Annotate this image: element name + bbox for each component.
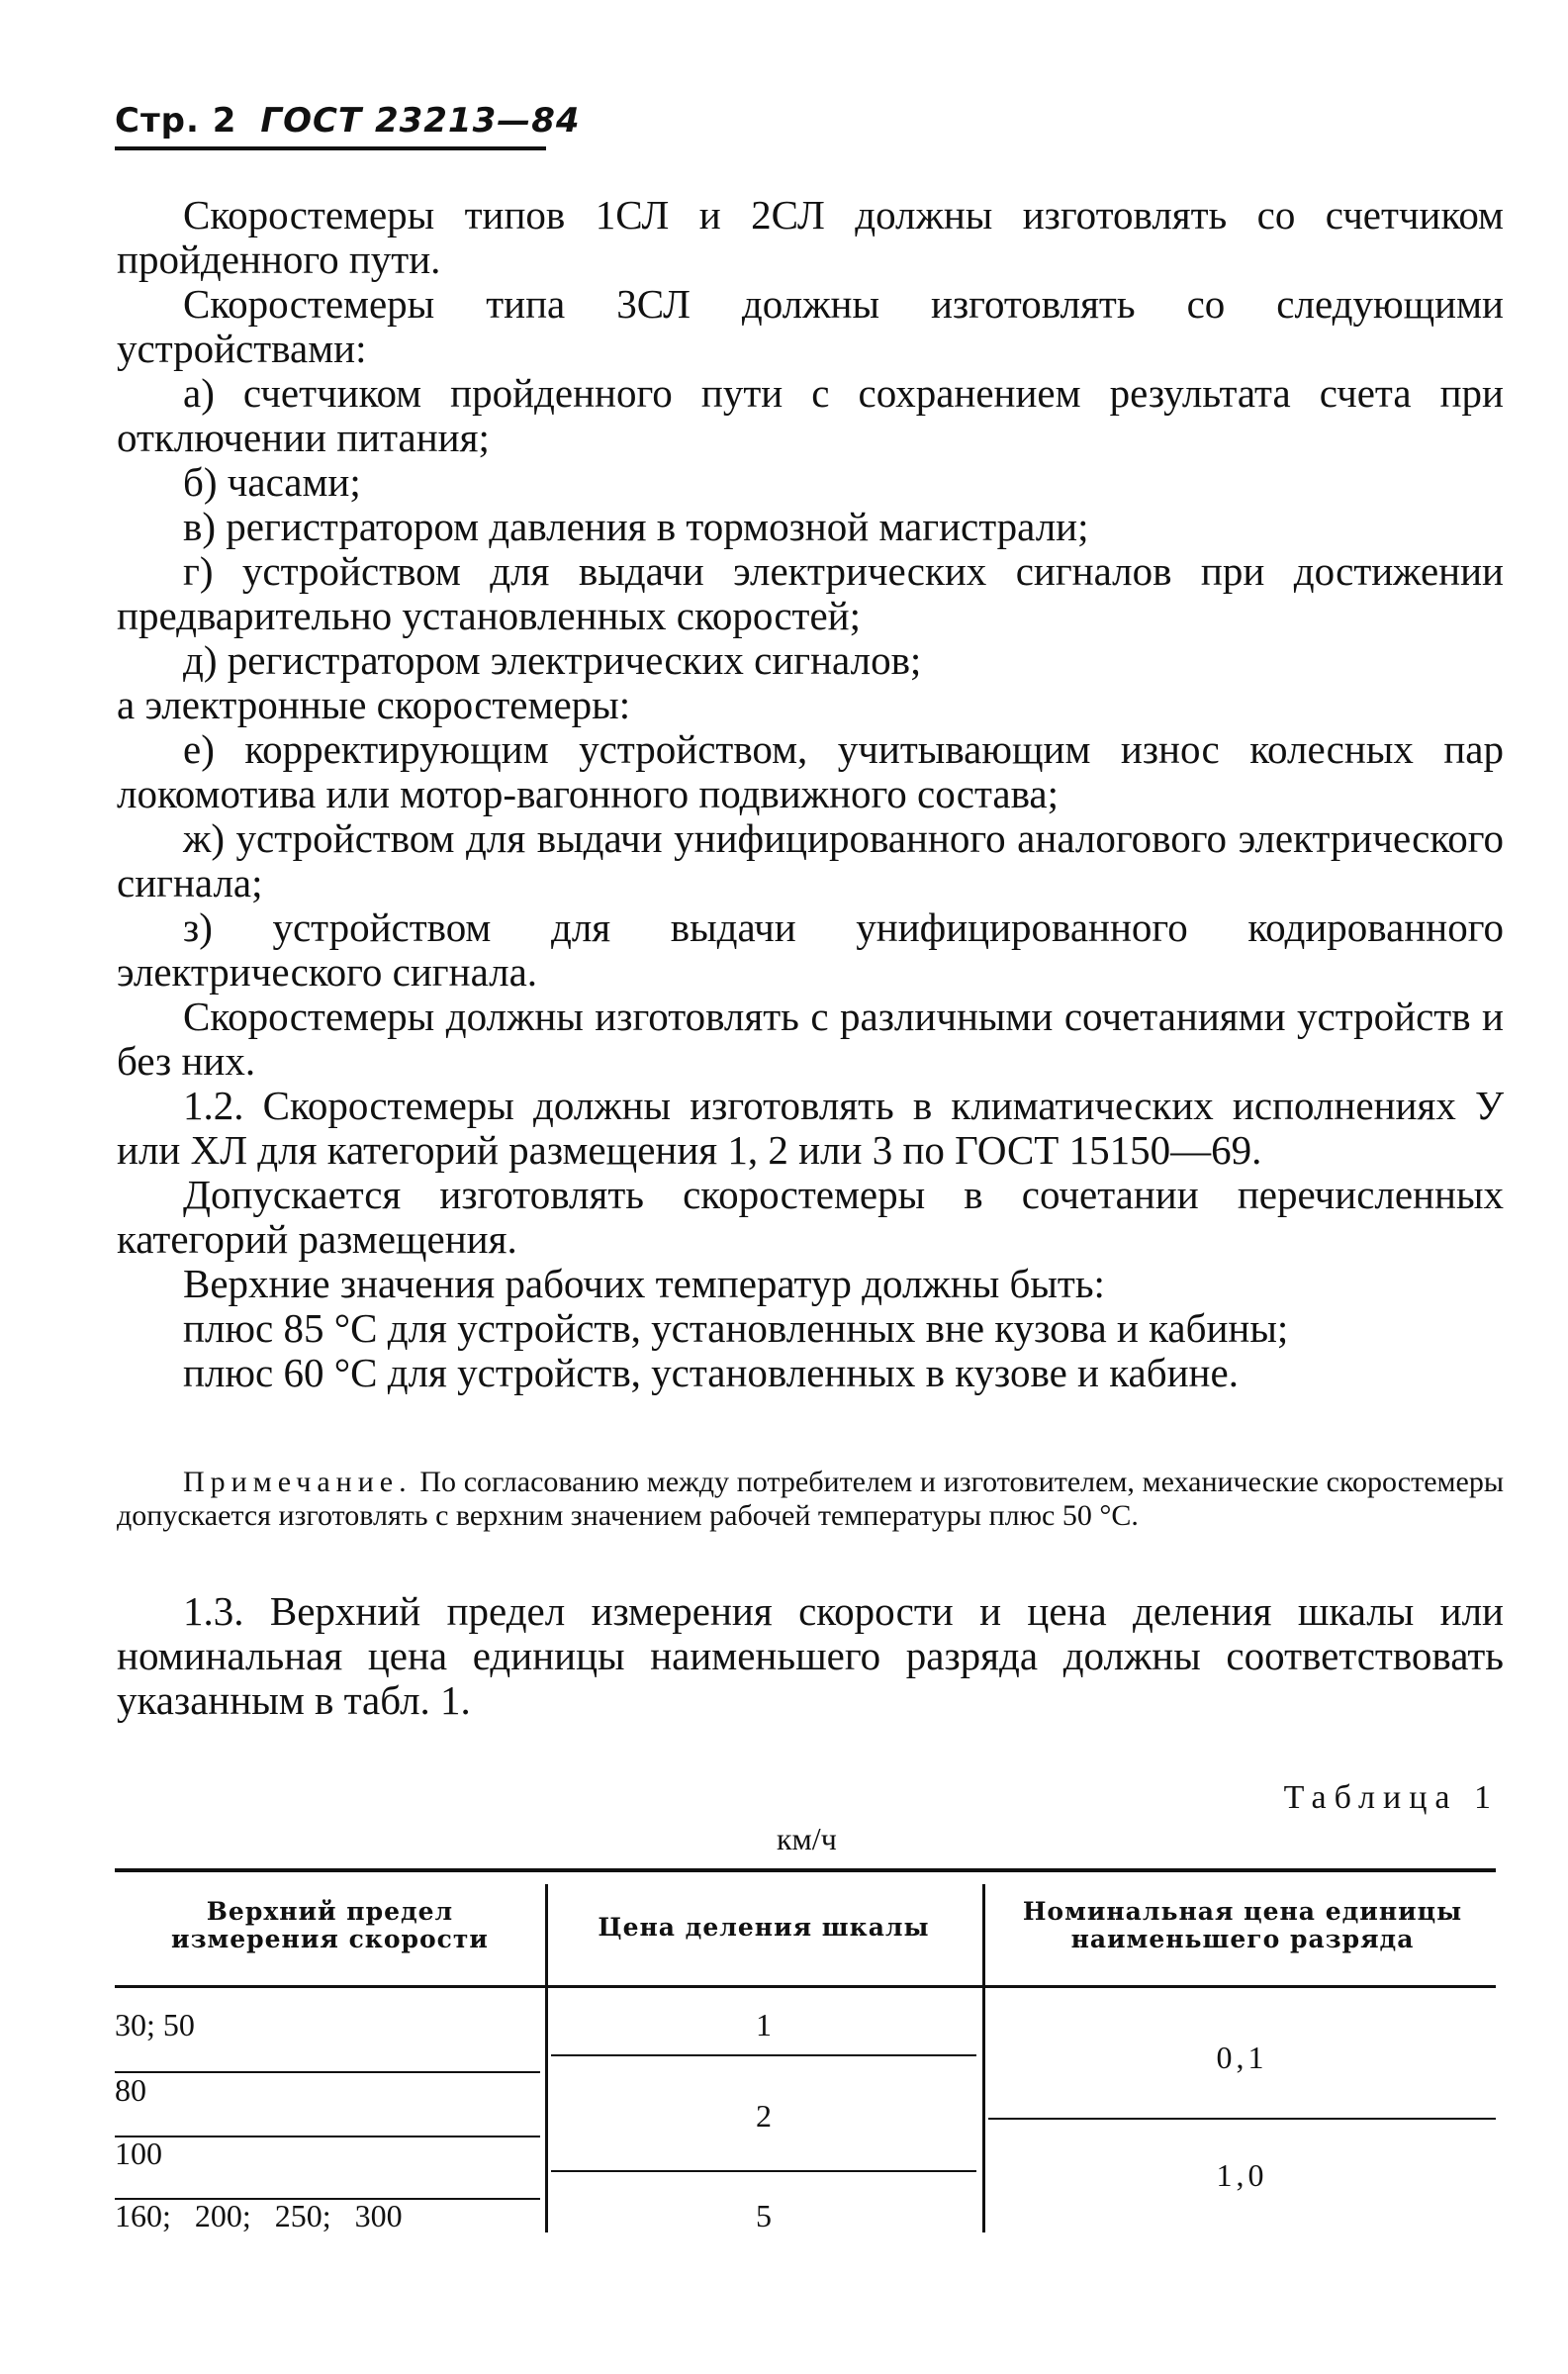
table-header-rule bbox=[115, 1985, 1496, 1988]
table-caption: Таблица 1 bbox=[1283, 1779, 1499, 1816]
list-item: з) устройством для выдачи унифицированного кодированного электрического сигнала. bbox=[117, 904, 1504, 995]
list-item: в) регистратором давления в тормозной магистрали; bbox=[183, 504, 1089, 549]
table-1 bbox=[115, 1868, 1496, 2244]
row-rule bbox=[115, 2071, 540, 2073]
paragraph: а электронные скоростемеры: bbox=[117, 682, 631, 727]
body-text bbox=[117, 193, 1504, 1395]
column-divider bbox=[545, 1884, 548, 2232]
table-cell: 5 bbox=[756, 2198, 772, 2233]
column-header: Номинальная цена единицы наименьшего разряда bbox=[1022, 1897, 1463, 1953]
row-rule bbox=[115, 2136, 540, 2137]
paragraph: Допускается изготовлять скоростемеры в сочетании перечисленных категорий размещения. bbox=[117, 1172, 1504, 1262]
note-text: По согласованию между потребителем и изготовителем, механические скоростемеры допускается изготовлять с верхним значением рабочей температуры плюс 50 °С. bbox=[117, 1466, 1504, 1532]
row-rule bbox=[988, 2118, 1496, 2120]
list-item: ж) устройством для выдачи унифицированного аналогового электрического сигнала; bbox=[117, 815, 1504, 905]
table-cell: 30; 50 bbox=[115, 2007, 195, 2042]
list-item: а) счетчиком пройденного пути с сохранением результата счета при отключении питания; bbox=[117, 370, 1504, 460]
paragraph: 1.2. Скоростемеры должны изготовлять в климатических исполнениях У или ХЛ для категорий размещения 1, 2 или 3 по ГОСТ 15150—69. bbox=[117, 1083, 1504, 1173]
paragraph: Скоростемеры должны изготовлять с различными сочетаниями устройств и без них. bbox=[117, 994, 1504, 1084]
list-item: д) регистратором электрических сигналов; bbox=[183, 637, 922, 683]
header-rule bbox=[115, 146, 546, 150]
table-cell: 100 bbox=[115, 2136, 162, 2171]
table-cell: 1,0 bbox=[1216, 2157, 1268, 2193]
row-rule bbox=[551, 2054, 976, 2056]
table-cell: 1 bbox=[756, 2007, 772, 2042]
column-header: Верхний предел измерения скорости bbox=[171, 1897, 489, 1953]
row-rule bbox=[551, 2170, 976, 2172]
paragraph-1-3: 1.3. Верхний предел измерения скорости и цена деления шкалы или номинальная цена единицы наименьшего разряда должны соответствовать указанным в табл. 1. bbox=[117, 1588, 1504, 1723]
paragraph: плюс 85 °С для устройств, установленных вне кузова и кабины; bbox=[183, 1305, 1289, 1351]
paragraph: Скоростемеры типа 3СЛ должны изготовлять со следующими устройствами: bbox=[117, 281, 1504, 371]
standard-code: ГОСТ 23213—84 bbox=[260, 101, 581, 141]
column-header: Цена деления шкалы bbox=[598, 1913, 930, 1942]
table-cell: 2 bbox=[756, 2098, 772, 2134]
table-cell: 0,1 bbox=[1216, 2040, 1268, 2075]
table-cell: 80 bbox=[115, 2072, 146, 2108]
paragraph: Верхние значения рабочих температур должны быть: bbox=[183, 1261, 1105, 1306]
paragraph: плюс 60 °С для устройств, установленных в кузове и кабине. bbox=[183, 1350, 1239, 1395]
table-unit: км/ч bbox=[777, 1821, 837, 1856]
column-divider bbox=[982, 1884, 985, 2232]
page-header bbox=[115, 101, 581, 141]
table-cell: 160; 200; 250; 300 bbox=[115, 2198, 403, 2233]
list-item: б) часами; bbox=[183, 459, 361, 505]
page-number: Стр. 2 bbox=[115, 101, 237, 141]
list-item: е) корректирующим устройством, учитывающим износ колесных пар локомотива или мотор-вагонного подвижного состава; bbox=[117, 726, 1504, 816]
list-item: г) устройством для выдачи электрических сигналов при достижении предварительно установленных скоростей; bbox=[117, 548, 1504, 638]
note bbox=[117, 1466, 1504, 1533]
table-top-rule bbox=[115, 1868, 1496, 1872]
note-label: Примечание. bbox=[183, 1466, 413, 1498]
paragraph: Скоростемеры типов 1СЛ и 2СЛ должны изготовлять со счетчиком пройденного пути. bbox=[117, 192, 1504, 282]
